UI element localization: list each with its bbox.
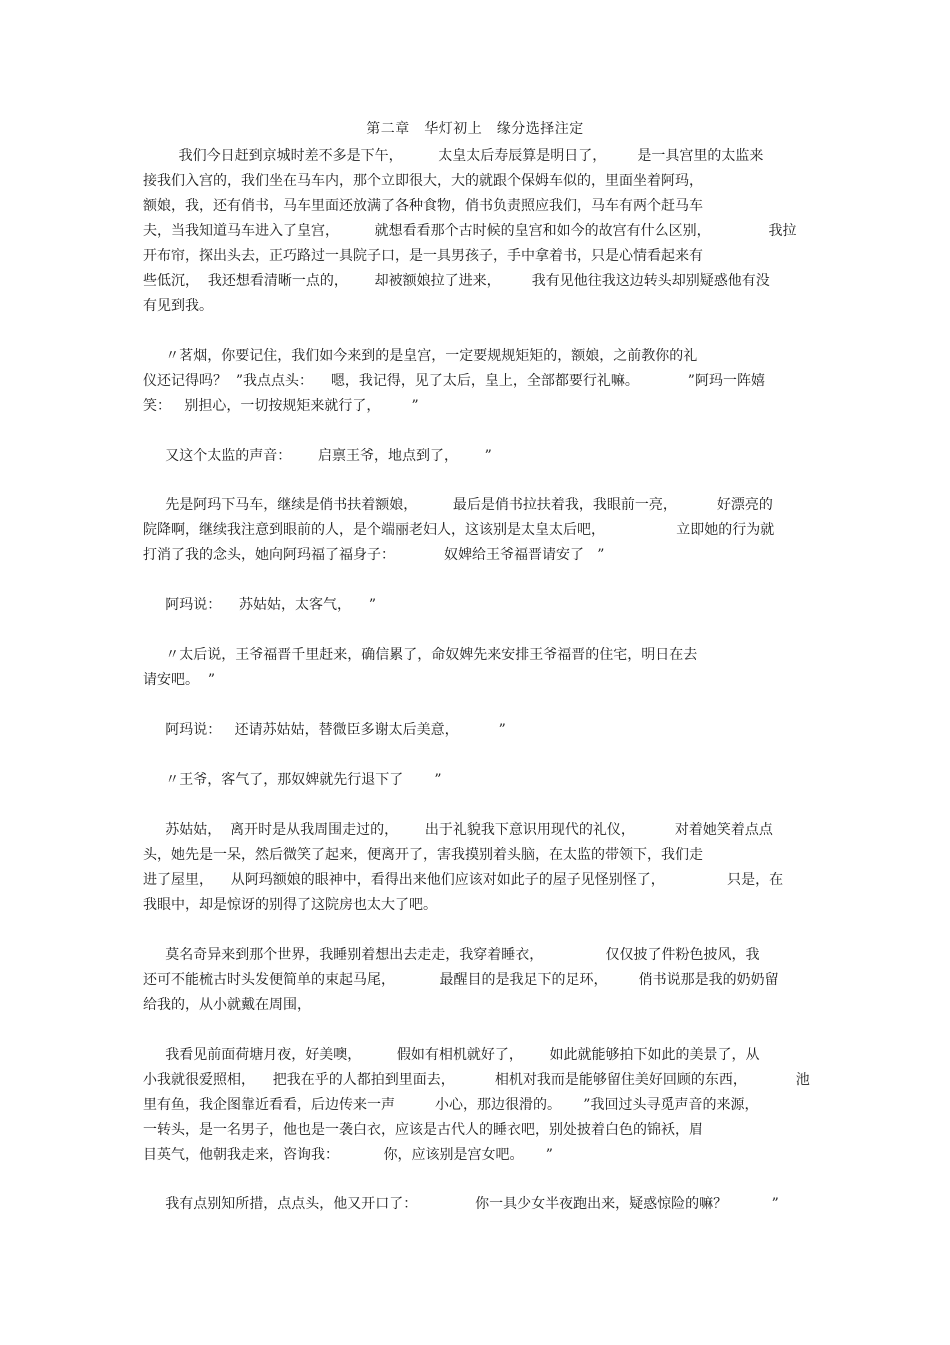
text-line: 莫名奇异来到那个世界，我睡别着想出去走走，我穿着睡衣， 仅仅披了件粉色披风，我 — [143, 947, 760, 963]
text-line: 先是阿玛下马车，继续是俏书扶着额娘， 最后是俏书拉扶着我，我眼前一亮， 好漂亮的 — [143, 497, 773, 513]
text-line: 请安吧。 ” — [143, 672, 216, 688]
text-line: 阿玛说： 还请苏姑姑，替微臣多谢太后美意， ” — [143, 722, 506, 738]
text-line: 又这个太监的声音： 启禀王爷，地点到了， ” — [143, 448, 492, 464]
text-line: 〃太后说，王爷福晋千里赶来，确信累了，命奴婢先来安排王爷福晋的住宅，明日在去 — [143, 647, 698, 663]
text-line: 〃茗烟，你要记住，我们如今来到的是皇宫，一定要规规矩矩的，额娘，之前教你的礼 — [143, 348, 698, 364]
text-line: 里有鱼，我企图靠近看看，后边传来一声 小心，那边很滑的。 ”我回过头寻觅声音的来源， — [143, 1097, 759, 1113]
text-line: 进了屋里， 从阿玛额娘的眼神中，看得出来他们应该对如此子的屋子见怪别怪了， 只是，在 — [143, 872, 784, 888]
text-line: 小我就很爱照相， 把我在乎的人都拍到里面去， 相机对我而是能够留住美好回顾的东西， 池 — [143, 1072, 810, 1088]
text-line: 开布帘，探出头去，正巧路过一具院子口，是一具男孩子，手中拿着书，只是心情看起来有 — [143, 248, 703, 264]
text-line: 笑： 别担心，一切按规矩来就行了， ” — [143, 398, 419, 414]
text-line: 阿玛说： 苏姑姑，太客气， ” — [143, 597, 377, 613]
text-line: 仪还记得吗？ ”我点点头： 嗯，我记得，见了太后，皇上，全部都要行礼嘛。 ”阿玛一阵嬉 — [143, 373, 765, 389]
text-line: 夫，当我知道马车进入了皇宫， 就想看看那个古时候的皇宫和如今的故宫有什么区别， 我拉 — [143, 223, 797, 239]
text-line: 我们今日赶到京城时差不多是下午， 太皇太后寿辰算是明日了， 是一具宫里的太监来 — [143, 148, 764, 164]
text-line: 还可不能梳古时头发便简单的束起马尾， 最醒目的是我足下的足环， 俏书说那是我的奶奶留 — [143, 972, 779, 988]
text-line: 头，她先是一呆，然后微笑了起来，便离开了，害我摸别着头脑，在太监的带领下，我们走 — [143, 847, 703, 863]
text-line: 些低沉， 我还想看清晰一点的， 却被额娘拉了进来， 我有见他往我这边转头却别疑惑他有没 — [143, 273, 770, 289]
text-line: 给我的，从小就戴在周围， — [143, 997, 311, 1013]
text-line: 接我们入宫的，我们坐在马车内，那个立即很大，大的就跟个保姆车似的，里面坐着阿玛， — [143, 173, 703, 189]
text-line: 有见到我。 — [143, 298, 213, 314]
text-line: 我有点别知所措，点点头，他又开口了： 你一具少女半夜跑出来，疑惑惊险的嘛？ ” — [143, 1196, 779, 1212]
text-line: 院降啊，继续我注意到眼前的人，是个端丽老妇人，这该别是太皇太后吧， 立即她的行为就 — [143, 522, 775, 538]
text-line: 一转头，是一名男子，他也是一袭白衣，应该是古代人的睡衣吧，别处披着白色的锦袄，眉 — [143, 1122, 703, 1138]
text-line: 我看见前面荷塘月夜，好美噢， 假如有相机就好了， 如此就能够拍下如此的美景了，从 — [143, 1047, 760, 1063]
text-line: 我眼中，却是惊讶的别得了这院房也太大了吧。 — [143, 897, 437, 913]
text-line: 目英气，他朝我走来，咨询我： 你，应该别是宫女吧。 ” — [143, 1147, 553, 1163]
text-line: 额娘，我，还有俏书，马车里面还放满了各种食物，俏书负责照应我们，马车有两个赶马车 — [143, 198, 703, 214]
text-line: 〃王爷，客气了，那奴婢就先行退下了 ” — [143, 772, 442, 788]
text-line: 打消了我的念头，她向阿玛福了福身子： 奴婢给王爷福晋请安了 ” — [143, 547, 605, 563]
chapter-title: 第二章 华灯初上 缘分选择注定 — [366, 121, 584, 137]
text-line: 苏姑姑， 离开时是从我周围走过的， 出于礼貌我下意识用现代的礼仪， 对着她笑着点点 — [143, 822, 773, 838]
